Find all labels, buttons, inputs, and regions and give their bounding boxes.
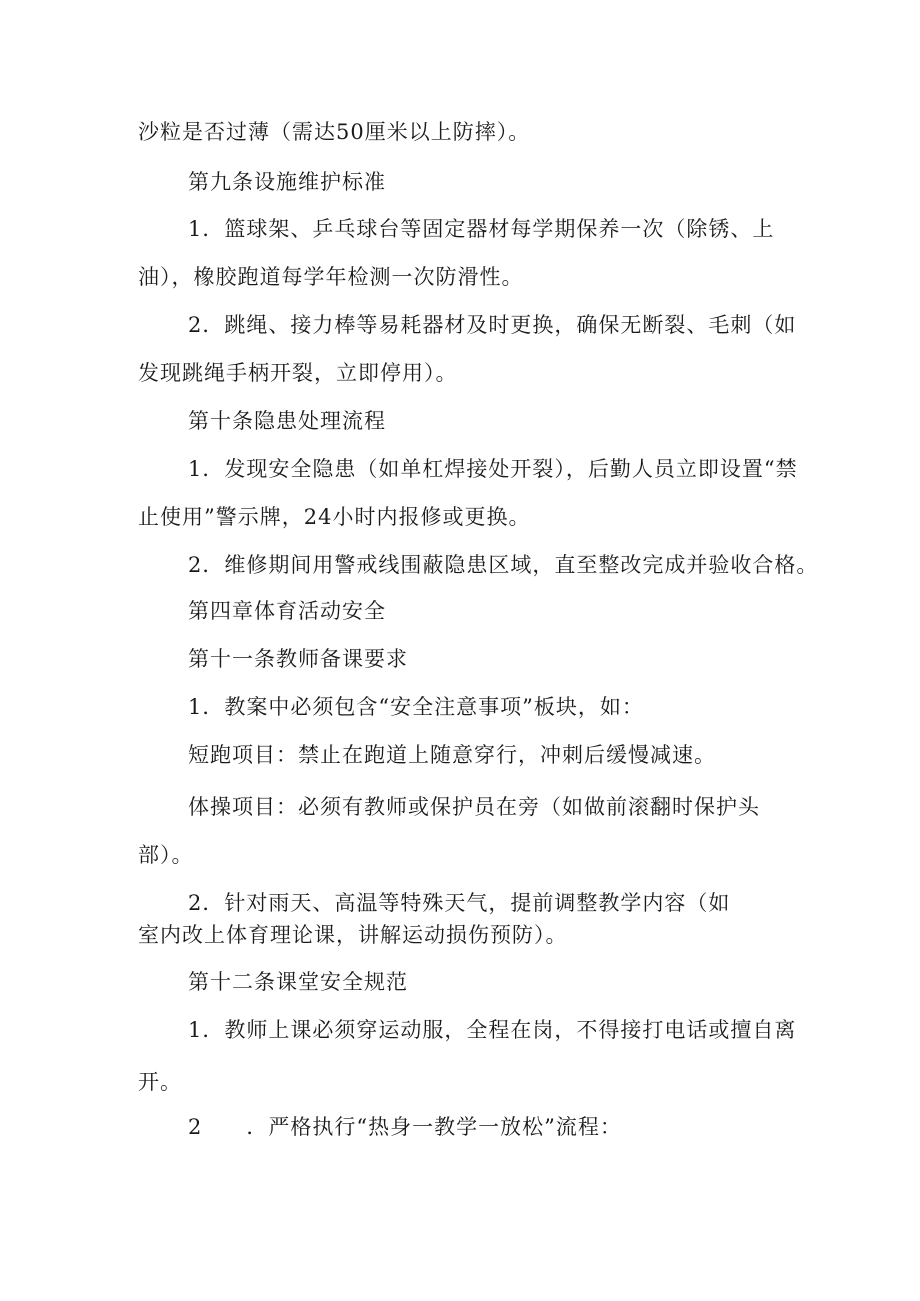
- text-line: 部）。: [138, 843, 194, 867]
- text-line: 1．篮球架、乒乓球台等固定器材每学期保养一次（除锈、上: [188, 217, 775, 241]
- text-line: 2．针对雨天、高温等特殊天气，提前调整教学内容（如: [188, 891, 731, 915]
- text-line: 短跑项目：禁止在跑道上随意穿行，冲刺后缓慢减速。: [188, 743, 716, 767]
- text-line: 1．发现安全隐患（如单杠焊接处开裂），后勤人员立即设置“禁: [188, 457, 798, 481]
- text-line: 发现跳绳手柄开裂，立即停用）。: [138, 361, 458, 385]
- text-line: 体操项目：必须有教师或保护员在旁（如做前滚翻时保护头: [188, 795, 760, 819]
- text-line: 1．教案中必须包含“安全注意事项”板块，如：: [188, 695, 644, 719]
- text-line: 油），橡胶跑道每学年检测一次防滑性。: [138, 265, 524, 289]
- text-line: 室内改上体育理论课，讲解运动损伤预防）。: [138, 923, 568, 947]
- article-heading: 第十二条课堂安全规范: [188, 970, 408, 994]
- text-line: 开。: [138, 1070, 182, 1094]
- article-heading: 第十条隐患处理流程: [188, 409, 386, 433]
- text-line: 2．跳绳、接力棒等易耗器材及时更换，确保无断裂、毛刺（如: [188, 313, 797, 337]
- chapter-heading: 第四章体育活动安全: [188, 599, 386, 623]
- text-line: 沙粒是否过薄（需达50厘米以上防摔）。: [138, 120, 531, 144]
- text-line: 1．教师上课必须穿运动服，全程在岗，不得接打电话或擅自离: [188, 1018, 797, 1042]
- text-line: 2．维修期间用警戒线围蔽隐患区域，直至整改完成并验收合格。: [188, 553, 819, 577]
- text-line: 2 ．严格执行“热身一教学一放松”流程：: [188, 1115, 622, 1139]
- article-heading: 第九条设施维护标准: [188, 170, 386, 194]
- article-heading: 第十一条教师备课要求: [188, 647, 408, 671]
- text-line: 止使用”警示牌，24小时内报修或更换。: [138, 505, 531, 529]
